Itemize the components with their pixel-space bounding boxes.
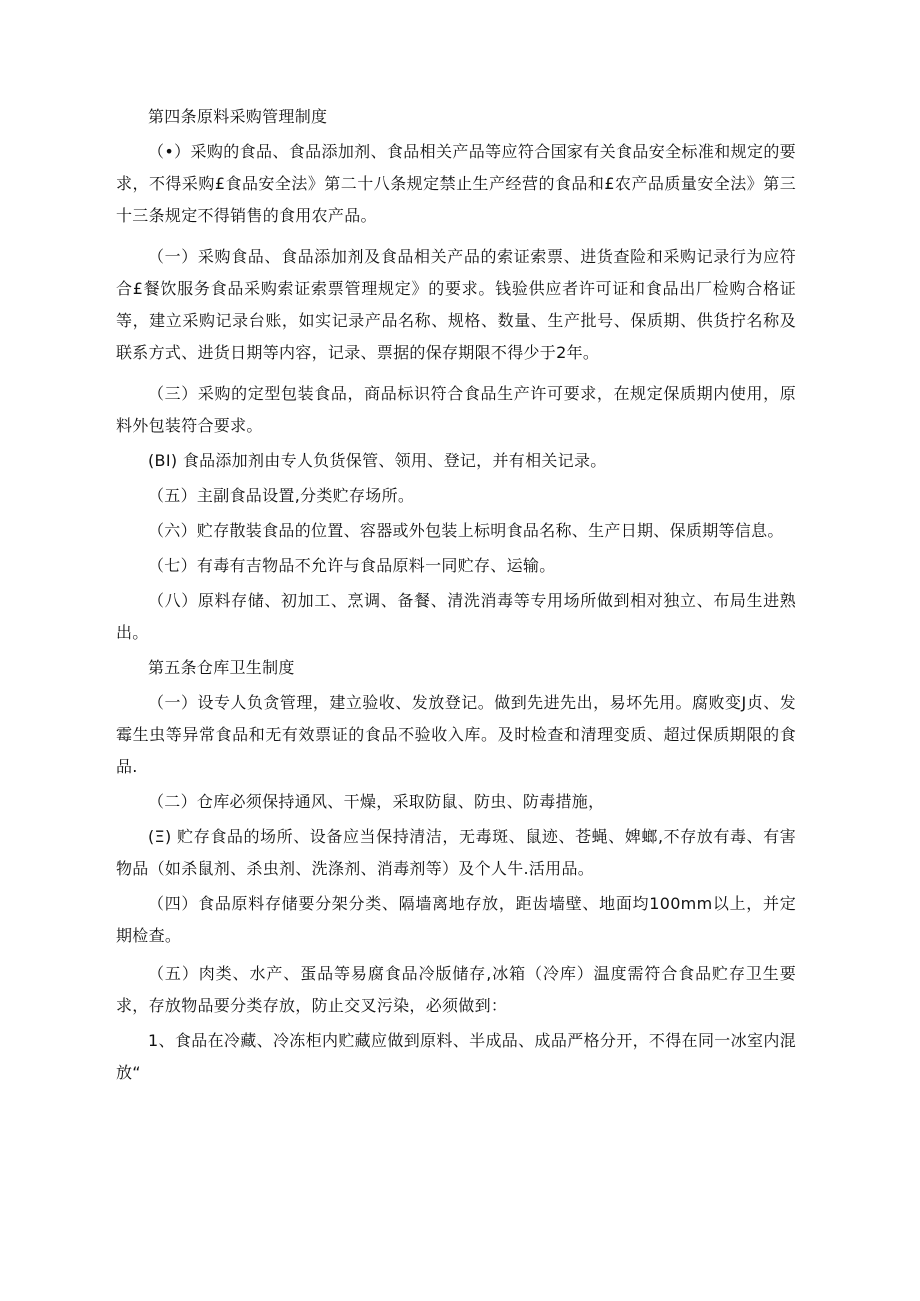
section-5-paragraph-1: （一）设专人负贪管理，建立验收、发放登记。做到先进先出，易坏先用。腐败变J贞、发霉生虫等异常食品和无有效票证的食品不验收入库。及时检查和清理变质、超过保质期限的食品. — [116, 693, 796, 776]
section-4-paragraph-5: （五）主副食品设置,分类贮存场所。 — [148, 486, 415, 505]
section-5-title: 第五条仓库卫生制度 — [148, 658, 295, 677]
section-4-paragraph-6: （六）贮存散装食品的位置、容器或外包装上标明食品名称、生产日期、保质期等信息。 — [148, 521, 784, 540]
section-5-paragraph-2: （二）仓库必须保持通风、干燥，采取防鼠、防虫、防毒措施， — [148, 792, 605, 811]
section-5-paragraph-6: 1、食品在冷藏、冷冻柜内贮藏应做到原料、半成品、成品严格分开，不得在同一冰室内混放“ — [116, 1031, 796, 1082]
section-4-paragraph-1: （•）采购的食品、食品添加剂、食品相关产品等应符合国家有关食品安全标准和规定的要求，不得采购£食品安全法》第二十八条规定禁止生产经营的食品和£农产品质量安全法》第三十三条规定不得销售的食用农产品。 — [116, 142, 796, 225]
section-4-paragraph-2: （一）采购食品、食品添加剂及食品相关产品的索证索票、进货查险和采购记录行为应符合£餐饮服务食品采购索证索票管理规定》的要求。钱验供应者许可证和食品出厂检购合格证等，建立采购记录台账，如实记录产品名称、规格、数量、生产批号、保质期、供货拧名称及联系方式、进货日期等内容，记录、票据的保存期限不得少于2年。 — [116, 247, 796, 362]
section-4-paragraph-4: (BI) 食品添加剂由专人负货保管、领用、登记，并有相关记录。 — [148, 451, 607, 470]
section-5-paragraph-3: (Ξ) 贮存食品的场所、设备应当保持清洁，无毒斑、鼠迹、苍蝇、婢螂,不存放有毒、有害物品（如杀鼠剂、杀虫剂、洗涤剂、消毒剂等）及个人牛.活用品。 — [116, 827, 796, 878]
section-4-title: 第四条原料采购管理制度 — [148, 107, 328, 126]
document-body — [116, 101, 796, 1089]
section-4-paragraph-3: （三）采购的定型包装食品，商品标识符合食品生产许可要求，在规定保质期内使用，原料外包装符合要求。 — [116, 384, 796, 435]
section-5-paragraph-5: （五）肉类、水产、蛋品等易腐食品冷版储存,冰箱（冷库）温度需符合食品贮存卫生要求，存放物品要分类存放，防止交叉污染，必须做到： — [116, 964, 796, 1015]
section-5-paragraph-4: （四）食品原料存储要分架分类、隔墙离地存放，距齿墙壁、地面均100mm以上，并定期检查。 — [116, 894, 796, 945]
section-4-paragraph-8: （八）原料存储、初加工、烹调、备餐、清洗消毒等专用场所做到相对独立、布局生进熟出。 — [116, 591, 796, 642]
section-4-paragraph-7: （七）有毒有吉物品不允许与食品原料一同贮存、运输。 — [148, 556, 556, 575]
